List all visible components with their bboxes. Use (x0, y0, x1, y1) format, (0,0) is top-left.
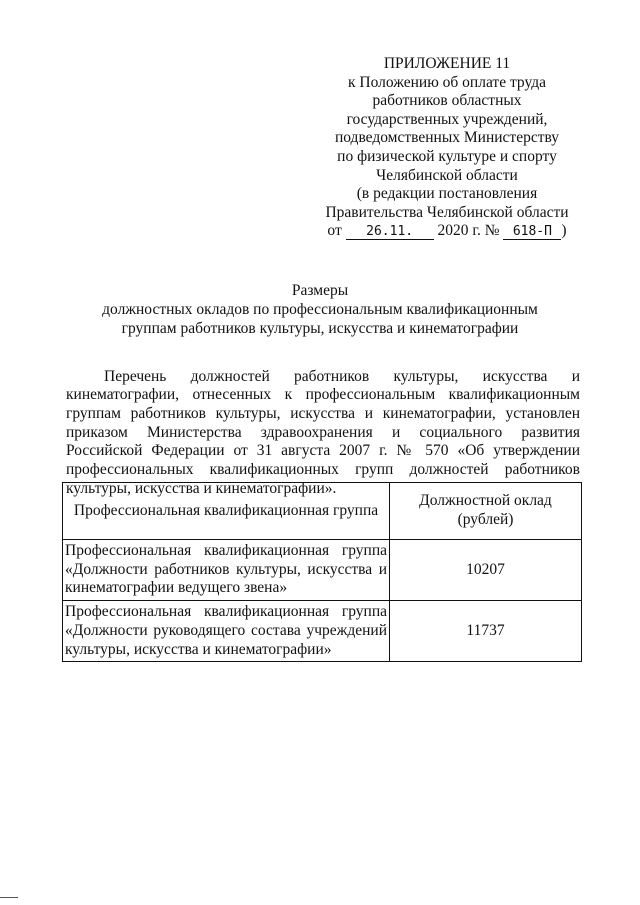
cell-group: Профессиональная квалификационная группа «Должности работников культуры, искусства и кинематографии ведущего звена» (63, 540, 390, 601)
appendix-line: (в редакции постановления (356, 185, 538, 203)
closing-paren: ) (561, 222, 567, 240)
header-salary: Должностной оклад (рублей) (390, 483, 582, 540)
cell-salary: 10207 (390, 540, 582, 601)
table-row (63, 540, 582, 601)
table-header-row (63, 483, 582, 540)
date-prefix: от (327, 222, 342, 240)
resolution-date: 26.11. (346, 224, 434, 240)
appendix-line: работников областных (372, 92, 522, 110)
appendix-line: государственных учреждений, (346, 110, 548, 128)
appendix-header (318, 55, 576, 241)
table-row (63, 601, 582, 662)
title-line: должностных окладов по профессиональным квалификационным (102, 301, 538, 318)
appendix-line: к Положению об оплате труда (347, 73, 547, 91)
appendix-line: Правительства Челябинской области (325, 203, 569, 221)
cell-group: Профессиональная квалификационная группа «Должности руководящего состава учреждений культуры, искусства и кинематографии» (63, 601, 390, 662)
document-title (60, 281, 580, 338)
cell-salary: 11737 (390, 601, 582, 662)
page-edge-mark (0, 897, 18, 898)
appendix-line: по физической культуре и спорту (337, 147, 557, 165)
title-line: Размеры (291, 282, 349, 299)
title-line: группам работников культуры, искусства и кинематографии (121, 320, 519, 337)
header-group: Профессиональная квалификационная группа (63, 483, 390, 540)
body-paragraph: Перечень должностей работников культуры, искусства и кинематографии, отнесенных к профессиональным квалификационным группам работников культуры, искусства и кинематографии, установлен приказом Министерства здравоохранения и социального развития Российской Федерации от 31 августа 2007 г. № 570 «Об утверждении профессиональных квалификационных групп должностей работников культуры, искусства и кинематографии». (66, 367, 580, 497)
resolution-number: 618-П (503, 224, 561, 240)
salary-table (62, 482, 582, 662)
appendix-date-line (318, 222, 576, 241)
appendix-line: подведомственных Министерству (334, 129, 560, 147)
appendix-title: ПРИЛОЖЕНИЕ 11 (383, 55, 511, 72)
appendix-line: Челябинской области (376, 166, 518, 184)
year-text: 2020 г. № (437, 222, 500, 240)
